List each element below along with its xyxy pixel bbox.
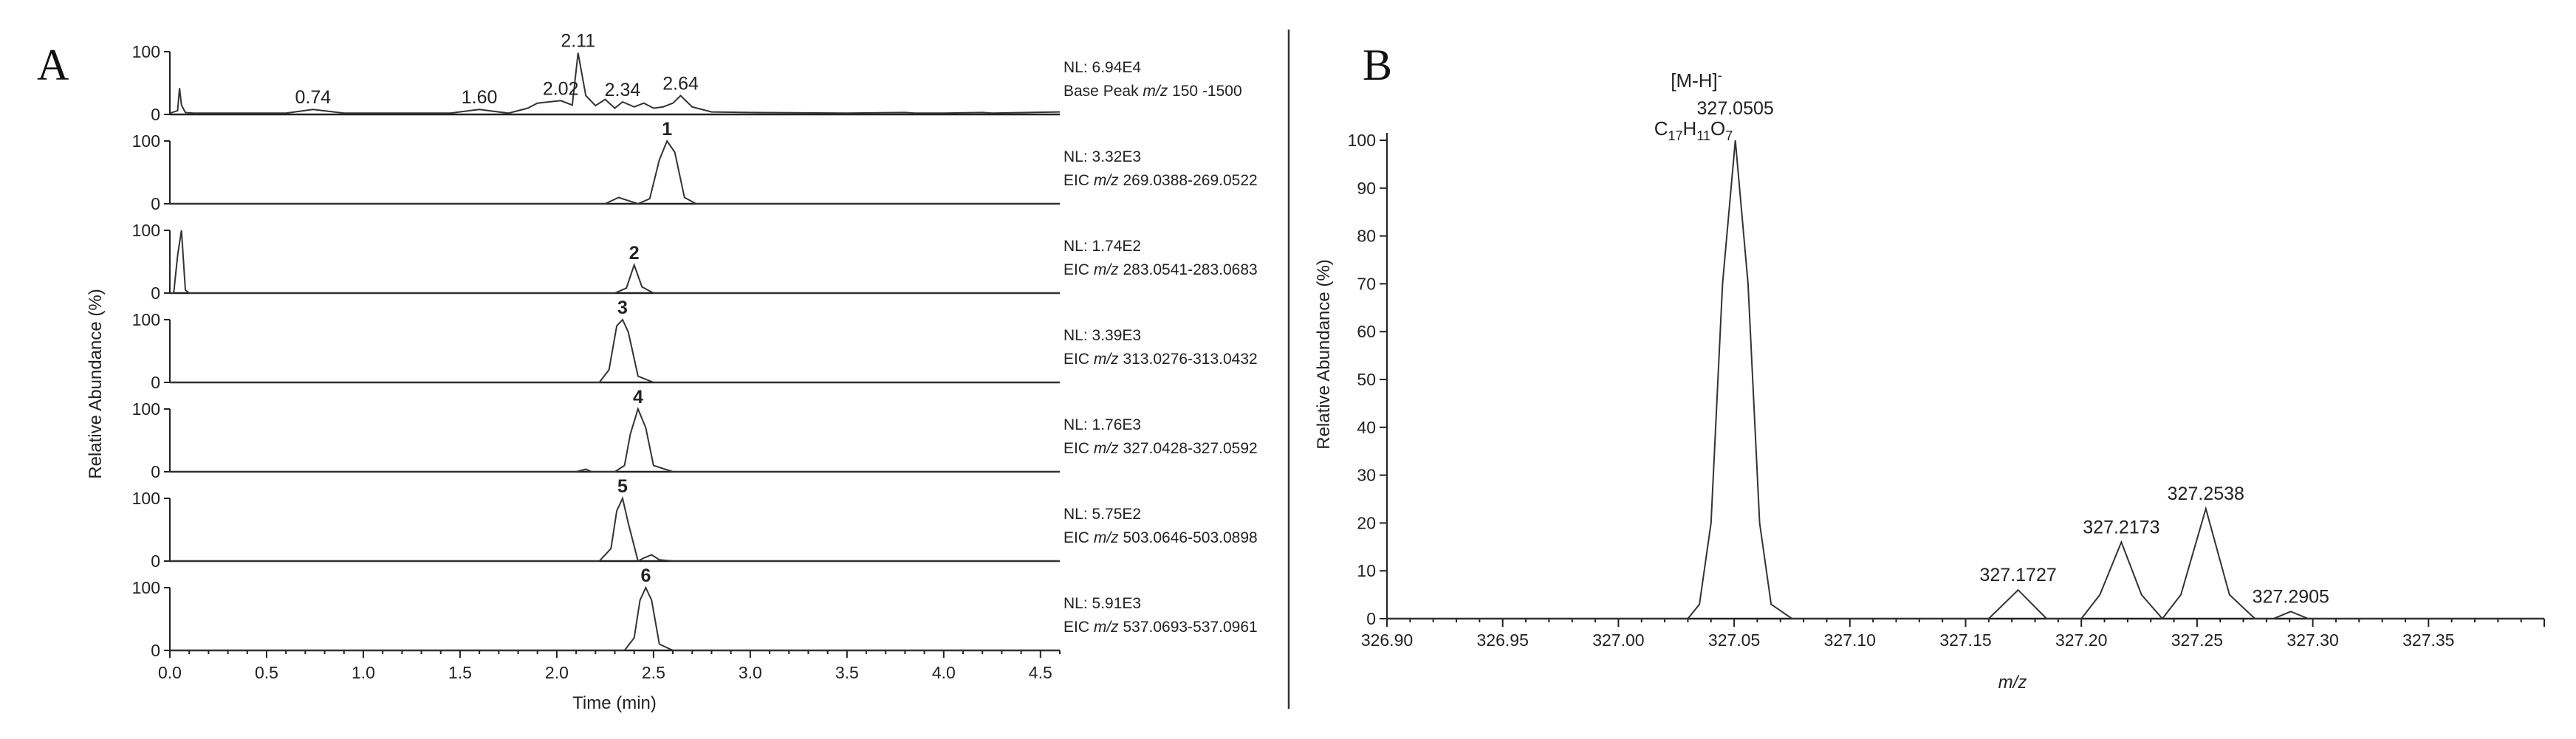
x-tick-label: 327.20 [2055,630,2108,650]
retention-time-label: 1.60 [461,87,498,109]
x-tick-label: 327.05 [1707,630,1761,650]
trace-line [170,409,1060,472]
x-tick-label: 327.35 [2402,630,2455,650]
trace-y-tick-label: 0 [151,194,160,213]
chromatogram-trace-4 [132,298,1258,392]
chromatogram-trace-1 [132,31,1242,124]
peak-mz-label: 327.2905 [2252,586,2329,608]
trace-y-tick-label: 100 [131,131,160,151]
y-tick-label: 100 [1347,131,1376,150]
x-tick-label: 2.0 [544,663,569,682]
x-tick-label: 3.0 [738,663,762,682]
retention-time-label: 2.64 [662,73,699,94]
chromatogram-trace-7 [132,566,1258,660]
y-tick-label: 90 [1357,178,1376,198]
panel-b-letter: B [1363,41,1393,89]
x-tick-label: 327.10 [1823,630,1876,650]
y-tick-label: 70 [1357,274,1376,294]
formula-label: $C_{17}H_{11}O_7$ [1654,117,1733,143]
trace-nl-label: NL: 6.94E4 [1063,59,1142,76]
compound-number-label: 5 [617,476,628,497]
chromatogram-trace-2 [132,119,1258,213]
trace-y-tick-label: 100 [131,489,160,508]
panel-b-chart [1348,98,2544,650]
compound-number-label: 6 [640,566,651,586]
y-tick-label: 40 [1357,417,1376,437]
panel-a-ylabel: Relative Abundance (%) [86,289,106,479]
y-tick-label: 10 [1357,561,1376,581]
spectrum-line [1387,140,2544,619]
chromatogram-trace-5 [132,387,1258,481]
x-tick-label: 327.25 [2171,630,2224,650]
trace-nl-label: NL: 1.74E2 [1063,238,1142,255]
panel-a-xlabel: Time (min) [572,693,657,713]
x-tick-label: 4.0 [931,663,956,682]
panel-b-xlabel: m/z [1998,673,2027,692]
trace-line [170,141,1060,204]
ion-label: [M-H]- [1671,68,1722,92]
x-tick-label: 327.30 [2286,630,2339,650]
trace-y-tick-label: 100 [131,42,160,61]
x-tick-label: 0.5 [254,663,278,682]
x-tick-label: 3.5 [835,663,859,682]
trace-nl-label: NL: 5.91E3 [1063,595,1142,612]
trace-y-tick-label: 100 [131,578,160,597]
trace-y-tick-label: 100 [131,221,160,240]
chromatogram-trace-6 [132,476,1258,571]
trace-nl-label: NL: 3.39E3 [1063,327,1142,344]
trace-y-tick-label: 0 [151,551,160,571]
retention-time-label: 2.34 [604,80,641,100]
x-tick-label: 326.95 [1476,630,1529,650]
x-tick-label: 1.0 [351,663,375,682]
peak-mz-label: 327.2538 [2167,483,2244,504]
trace-y-tick-label: 0 [151,283,160,303]
trace-y-tick-label: 0 [151,462,160,481]
trace-y-tick-label: 100 [131,310,160,329]
retention-time-label: 0.74 [295,87,332,109]
trace-filter-label: EIC m/z 537.0693-537.0961 [1063,619,1258,636]
y-tick-label: 0 [1366,609,1376,628]
trace-line [170,498,1060,561]
trace-y-tick-label: 0 [151,373,160,392]
compound-number-label: 2 [628,242,640,264]
trace-line [170,588,1060,650]
peak-mz-label: 327.1727 [1979,565,2057,586]
trace-nl-label: NL: 1.76E3 [1063,416,1142,433]
trace-line [170,230,1060,293]
compound-number-label: 4 [632,387,643,408]
compound-number-label: 1 [662,119,673,140]
retention-time-label: 2.11 [561,30,596,52]
trace-nl-label: NL: 5.75E2 [1063,506,1142,523]
y-tick-label: 50 [1357,370,1376,389]
trace-filter-label: EIC m/z 327.0428-327.0592 [1063,440,1258,457]
trace-filter-label: EIC m/z 313.0276-313.0432 [1063,351,1258,368]
y-tick-label: 80 [1357,226,1376,246]
x-tick-label: 0.0 [158,663,182,682]
y-tick-label: 20 [1357,513,1376,533]
y-tick-label: 60 [1357,322,1376,342]
x-tick-label: 327.00 [1592,630,1645,650]
chromatogram-trace-3 [132,221,1258,303]
trace-y-tick-label: 0 [151,641,160,660]
x-tick-label: 4.5 [1028,663,1052,682]
trace-filter-label: Base Peak m/z 150 -1500 [1063,83,1242,100]
x-tick-label: 327.15 [1939,630,1992,650]
y-tick-label: 30 [1357,465,1376,485]
panel-b-ylabel: Relative Abundance (%) [1314,259,1334,450]
trace-nl-label: NL: 3.32E3 [1063,148,1142,165]
trace-filter-label: EIC m/z 269.0388-269.0522 [1063,172,1258,189]
peak-mz-label: 327.2173 [2083,517,2160,538]
trace-line [170,320,1060,382]
trace-y-tick-label: 100 [131,399,160,419]
panel-a-chart [132,31,1258,682]
x-tick-label: 326.90 [1360,630,1414,650]
x-tick-label: 1.5 [448,663,472,682]
peak-mz-label: 327.0505 [1696,98,1774,119]
retention-time-label: 2.02 [542,78,579,100]
trace-filter-label: EIC m/z 283.0541-283.0683 [1063,261,1258,278]
trace-filter-label: EIC m/z 503.0646-503.0898 [1063,529,1258,546]
x-tick-label: 2.5 [641,663,665,682]
compound-number-label: 3 [617,298,628,318]
trace-y-tick-label: 0 [151,105,160,124]
panel-a-letter: A [37,41,69,89]
